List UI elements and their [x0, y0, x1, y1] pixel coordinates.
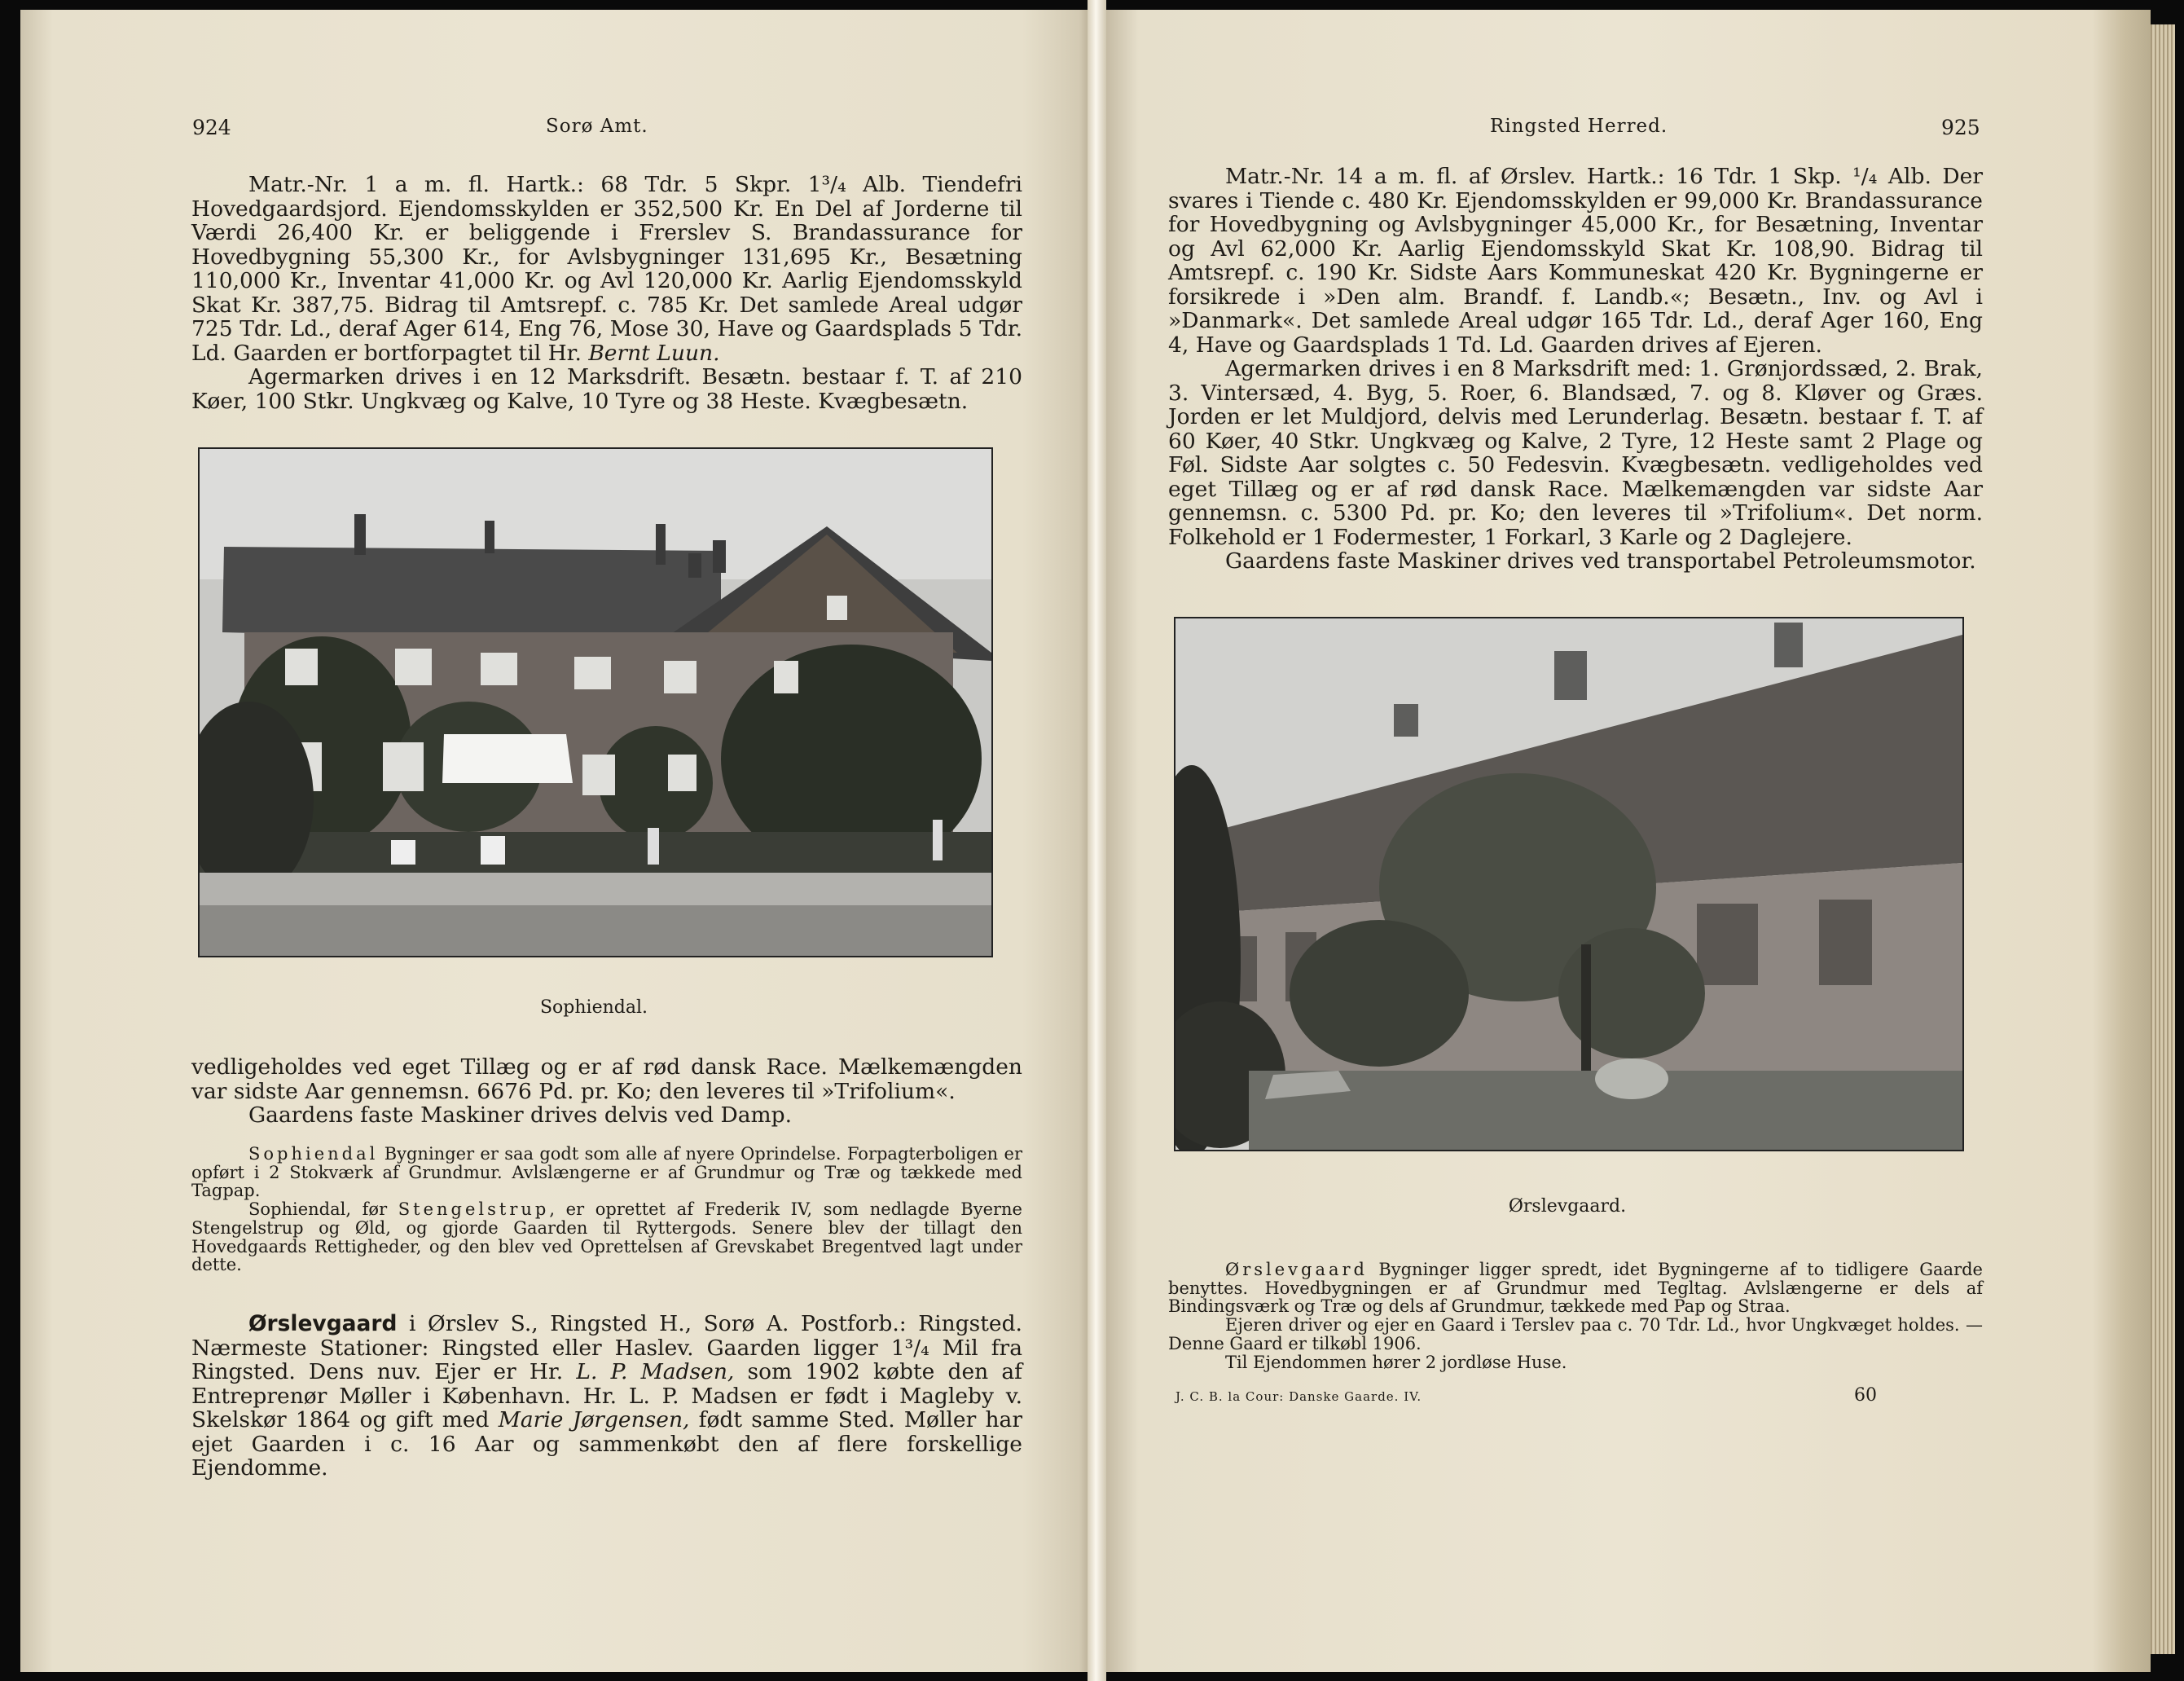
owner-name: L. P. Madsen, [576, 1359, 735, 1384]
page-edges [2151, 24, 2175, 1654]
right-small-1-text: Bygninger ligger spredt, idet Bygningerne af to tidligere Gaarde benyttes. Hovedbygningen er af Grundmur med Tegltag. Avlslængerne er dels af Bindingsværk og Træ og dels af Grundmur, tækkede med Pap og Straa. [1168, 1260, 1983, 1317]
signature-line: J. C. B. la Cour: Danske Gaarde. IV. [1175, 1389, 1422, 1404]
entry-text-1: i Ørslev S., Ringsted H., Sorø A. Postforb.: Ringsted. Nærmeste Stationer: Ringsted eller Haslev. Gaarden ligger 1³/₄ Mil fra Ringsted. Dens nuv. Ejer er Hr. [191, 1311, 1022, 1384]
left-text-top [191, 173, 1022, 413]
left-small-2-text: , er oprettet af Frederik IV, som nedlagde Byerne Stengelstrup og Øld, og gjorde Gaarden til Ryttergods. Senere blev der tillagt den Hovedgaards Rettigheder, og den blev ved Oprettelsen af Grevskabet Bregentved lagt under dette. [191, 1199, 1022, 1275]
right-page-number: 925 [1941, 116, 1980, 139]
sophiendal-spaced: Sophiendal [248, 1144, 379, 1164]
orslevgaard-spaced: Ørslevgaard [1225, 1260, 1369, 1279]
left-small-1-text: Bygninger er saa godt som alle af nyere Oprindelse. Forpagterboligen er opført i 2 Stokværk af Grundmur. Avlslængerne er af Grundmur og Træ og tækkede med Tagpap. [191, 1144, 1022, 1201]
left-text-middle [191, 1055, 1022, 1128]
orslevgaard-photo [1174, 617, 1964, 1151]
right-para-3: Gaardens faste Maskiner drives ved transportabel Petroleumsmotor. [1225, 548, 1976, 574]
left-para-4: Gaardens faste Maskiner drives delvis ved Damp. [248, 1102, 793, 1128]
right-running-head: Ringsted Herred. [1490, 116, 1668, 137]
stengelstrup-spaced: Stengelstrup [398, 1199, 550, 1220]
wife-name: Marie Jørgensen, [498, 1407, 690, 1432]
orslevgaard-entry [191, 1312, 1022, 1481]
right-small-para-1 [1168, 1261, 1983, 1316]
left-page [20, 10, 1088, 1672]
orslevgaard-entry-para [191, 1312, 1022, 1481]
sophiendal-caption: Sophiendal. [539, 997, 648, 1018]
right-text-top [1168, 165, 1983, 574]
right-small-print [1168, 1261, 1983, 1371]
right-para-2: Agermarken drives i en 8 Marksdrift med: 1. Grønjordssæd, 2. Brak, 3. Vintersæd, 4. Byg, 5. Roer, 6. Blandsæd, 7. og 8. Kløver og Græs. Jorden er let Muldjord, delvis med Lerunderlag. Besætn. bestaar f. T. af 60 Køer, 40 Stkr. Ungkvæg og Kalve, 2 Tyre, 12 Heste samt 2 Plage og Føl. Sidste Aar solgtes c. 50 Fedesvin. Kvægbesætn. vedligeholdes ved eget Tillæg og er af rød dansk Race. Mælkemængden var sidste Aar gennemsn. c. 5300 Pd. pr. Ko; den leveres til »Trifolium«. Det norm. Folkehold er 1 Fodermester, 1 Forkarl, 3 Karle og 2 Daglejere. [1168, 356, 1983, 550]
book-spine [1088, 0, 1106, 1681]
orslevgaard-caption: Ørslevgaard. [1508, 1196, 1627, 1217]
tenant-name: Bernt Luun. [588, 340, 720, 366]
sophiendal-image [200, 449, 991, 956]
right-page [1106, 10, 2151, 1672]
left-small-para-1 [191, 1145, 1022, 1200]
left-small-2-pre: Sophiendal, før [248, 1199, 388, 1220]
sophiendal-photo [198, 447, 993, 957]
entry-heading: Ørslevgaard [248, 1311, 398, 1336]
entry-text-2: som 1902 købte den af Entreprenør Møller i København. Hr. L. P. Madsen er født i Magleby v. Skelskør 1864 og gift med [191, 1359, 1022, 1432]
left-running-head: Sorø Amt. [546, 116, 648, 137]
right-small-para-2: Ejeren driver og ejer en Gaard i Terslev paa c. 70 Tdr. Ld., hvor Ungkvæget holdes. — Denne Gaard er tilkøbl 1906. [1168, 1315, 1983, 1353]
right-para-1: Matr.-Nr. 14 a m. fl. af Ørslev. Hartk.: 16 Tdr. 1 Skp. ¹/₄ Alb. Der svares i Tiende c. 480 Kr. Ejendomsskylden er 99,000 Kr. Brandassurance for Hovedbygning og Avlsbygninger 45,000 Kr., for Besætning, Inventar og Avl 62,000 Kr. Aarlig Ejendomsskyld Skat Kr. 108,90. Bidrag til Amtsrepf. c. 190 Kr. Sidste Aars Kommuneskat 420 Kr. Bygningerne er forsikrede i »Den alm. Brandf. f. Landb.«; Besætn., Inv. og Avl i »Danmark«. Det samlede Areal udgør 165 Tdr. Ld., deraf Ager 160, Eng 4, Have og Gaardsplads 1 Td. Ld. Gaarden drives af Ejeren. [1168, 164, 1983, 358]
left-para-3: vedligeholdes ved eget Tillæg og er af rød dansk Race. Mælkemængden var sidste Aar gennemsn. 6676 Pd. pr. Ko; den leveres til »Trifolium«. [191, 1054, 1022, 1104]
left-para-2: Agermarken drives i en 12 Marksdrift. Besætn. bestaar f. T. af 210 Køer, 100 Stkr. Ungkvæg og Kalve, 10 Tyre og 38 Heste. Kvægbesætn. [191, 364, 1022, 414]
left-small-print [191, 1145, 1022, 1274]
left-para-1-text: Matr.-Nr. 1 a m. fl. Hartk.: 68 Tdr. 5 Skpr. 1³/₄ Alb. Tiendefri Hovedgaardsjord. Ejendomsskylden er 352,500 Kr. En Del af Jorderne til Værdi 26,400 Kr. er beliggende i Frerslev S. Brandassurance for Hovedbygning 55,300 Kr., for Avlsbygninger 131,695 Kr., Besætning 110,000 Kr., Inventar 41,000 Kr. og Avl 120,000 Kr. Aarlig Ejendomsskyld Skat Kr. 387,75. Bidrag til Amtsrepf. c. 785 Kr. Det samlede Areal udgør 725 Tdr. Ld., deraf Ager 614, Eng 76, Mose 30, Have og Gaardsplads 5 Tdr. Ld. Gaarden er bortforpagtet til Hr. [191, 172, 1022, 366]
right-small-para-3: Til Ejendommen hører 2 jordløse Huse. [1225, 1352, 1567, 1372]
left-small-para-2 [191, 1200, 1022, 1274]
signature-number: 60 [1854, 1385, 1877, 1406]
orslevgaard-image [1175, 618, 1962, 1150]
entry-text-3: født samme Sted. Møller har ejet Gaarden i c. 16 Aar og sammenkøbt den af flere forskellige Ejendomme. [191, 1407, 1022, 1481]
left-para-1 [191, 173, 1022, 365]
left-page-number: 924 [192, 116, 231, 139]
